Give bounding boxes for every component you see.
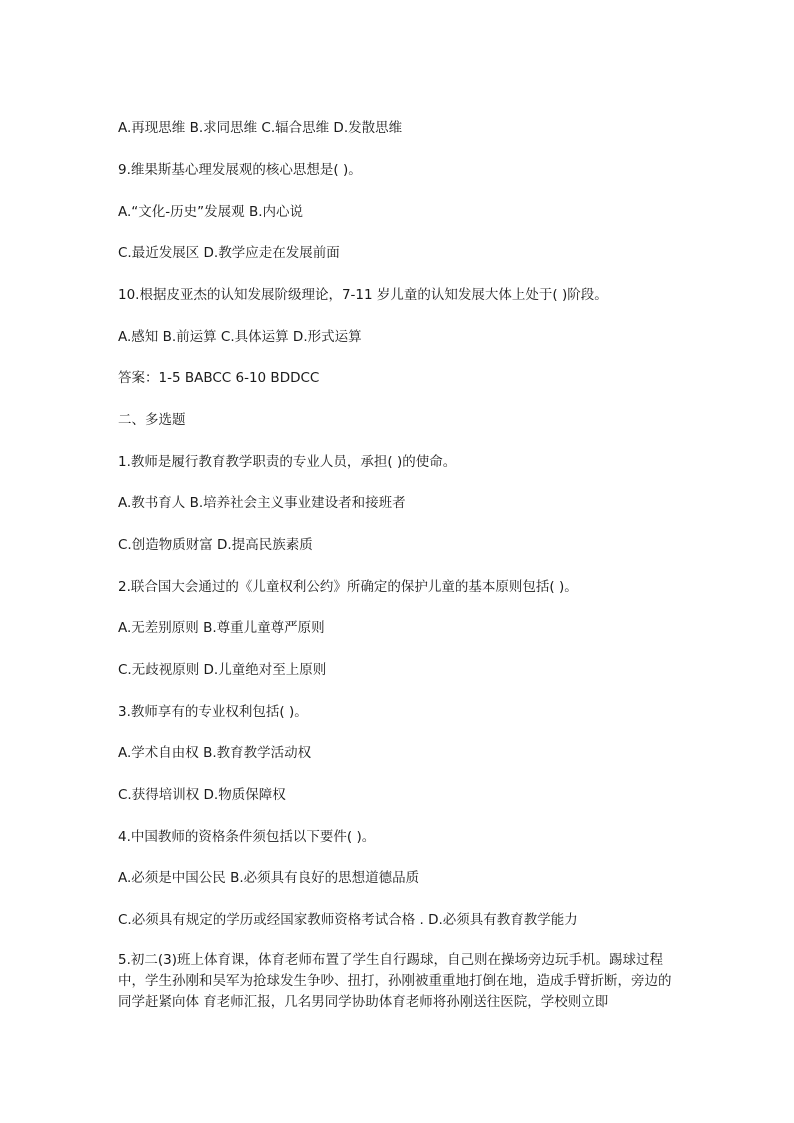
question-line: 4.中国教师的资格条件须包括以下要件( )。 <box>118 829 376 845</box>
question-line: 1.教师是履行教育教学职责的专业人员，承担( )的使命。 <box>118 454 457 470</box>
option-line: A.学术自由权 B.教育教学活动权 <box>118 745 312 761</box>
option-line: C.获得培训权 D.物质保障权 <box>118 787 286 803</box>
section-heading: 二、多选题 <box>118 412 186 428</box>
question-line: 3.教师享有的专业权利包括( )。 <box>118 704 308 720</box>
option-line: C.创造物质财富 D.提高民族素质 <box>118 537 313 553</box>
option-line: C.无歧视原则 D.儿童绝对至上原则 <box>118 662 327 678</box>
option-line: A.教书育人 B.培养社会主义事业建设者和接班者 <box>118 495 406 511</box>
question-paragraph: 5.初二(3)班上体育课，体育老师布置了学生自行踢球，自己则在操场旁边玩手机。踢球过程中，学生孙刚和吴军为抢球发生争吵、扭打，孙刚被重重地打倒在地，造成手臂折断，旁边的同学赶紧向体 育老师汇报，几名男同学协助体育老师将孙刚送往医院，学校则立即 <box>118 952 672 1010</box>
option-line: A.感知 B.前运算 C.具体运算 D.形式运算 <box>118 329 362 345</box>
question-line: 10.根据皮亚杰的认知发展阶级理论，7-11 岁儿童的认知发展大体上处于( )阶段。 <box>118 287 608 303</box>
question-line: 9.维果斯基心理发展观的核心思想是( )。 <box>118 162 362 178</box>
option-line: A.再现思维 B.求同思维 C.辐合思维 D.发散思维 <box>118 120 403 136</box>
option-line: A.“文化-历史”发展观 B.内心说 <box>118 204 303 220</box>
answer-key: 答案：1-5 BABCC 6-10 BDDCC <box>118 370 320 386</box>
option-line: C.最近发展区 D.教学应走在发展前面 <box>118 245 340 261</box>
question-line: 2.联合国大会通过的《儿童权利公约》所确定的保护儿童的基本原则包括( )。 <box>118 579 578 595</box>
option-line: C.必须具有规定的学历或经国家教师资格考试合格 . D.必须具有教育教学能力 <box>118 912 578 928</box>
option-line: A.无差别原则 B.尊重儿童尊严原则 <box>118 620 325 636</box>
option-line: A.必须是中国公民 B.必须具有良好的思想道德品质 <box>118 870 420 886</box>
